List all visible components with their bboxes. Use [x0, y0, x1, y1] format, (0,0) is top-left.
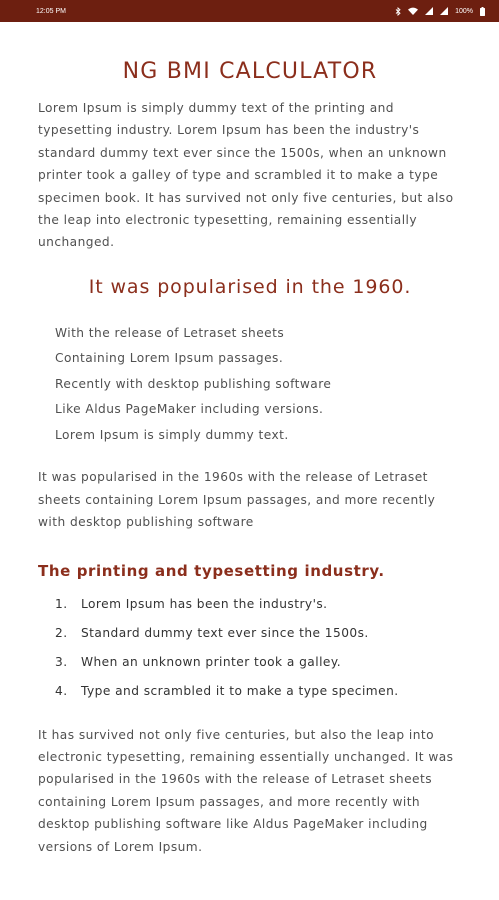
bullet-list	[38, 321, 462, 449]
list-item: Lorem Ipsum is simply dummy text.	[55, 427, 289, 442]
item-number: 4.	[55, 683, 68, 698]
battery-icon	[480, 7, 485, 16]
item-number: 3.	[55, 654, 68, 669]
page-title: NG BMI CALCULATOR	[122, 59, 378, 84]
item-text: When an unknown printer took a galley.	[81, 654, 342, 669]
numbered-item	[55, 590, 462, 619]
numbered-item	[55, 619, 462, 648]
paragraph-2: It was popularised in the 1960s with the release of Letraset sheets containing Lorem Ipsum passages, and more recently with desktop publishing software	[38, 470, 436, 530]
status-icons	[395, 7, 485, 16]
status-time: 12:05 PM	[36, 7, 66, 15]
item-text: Lorem Ipsum has been the industry's.	[81, 596, 328, 611]
status-bar	[0, 0, 499, 22]
numbered-item	[55, 677, 462, 706]
paragraph-3: It has survived not only five centuries, but also the leap into electronic typesetting, remaining essentially unchanged. It was popularised in the 1960s with the release of Letraset sheets containing Lorem Ipsum passages, and more recently with desktop publishing software like Aldus PageMaker including versions of Lorem Ipsum.	[38, 727, 454, 854]
item-text: Standard dummy text ever since the 1500s.	[81, 625, 369, 640]
intro-paragraph: Lorem Ipsum is simply dummy text of the printing and typesetting industry. Lorem Ipsum has been the industry's standard dummy text ever since the 1500s, when an unknown printer took a galley of type and scrambled it to make a type specimen book. It has survived not only five centuries, but also the leap into electronic typesetting, remaining essentially unchanged.	[38, 101, 454, 250]
battery-percent: 100%	[455, 7, 473, 15]
item-number: 2.	[55, 625, 68, 640]
main-content	[38, 54, 462, 858]
wifi-icon	[408, 7, 418, 15]
signal-icon	[425, 7, 433, 15]
item-number: 1.	[55, 596, 68, 611]
numbered-list	[38, 590, 462, 706]
list-item: With the release of Letraset sheets	[55, 325, 285, 340]
signal-icon	[440, 7, 448, 15]
item-text: Type and scrambled it to make a type specimen.	[81, 683, 399, 698]
section-heading: The printing and typesetting industry.	[38, 561, 385, 580]
bluetooth-icon	[395, 7, 401, 16]
list-item: Recently with desktop publishing software	[55, 376, 332, 391]
list-item: Like Aldus PageMaker including versions.	[55, 402, 324, 417]
numbered-item	[55, 648, 462, 677]
subheading: It was popularised in the 1960.	[88, 275, 412, 298]
list-item: Containing Lorem Ipsum passages.	[55, 351, 284, 366]
